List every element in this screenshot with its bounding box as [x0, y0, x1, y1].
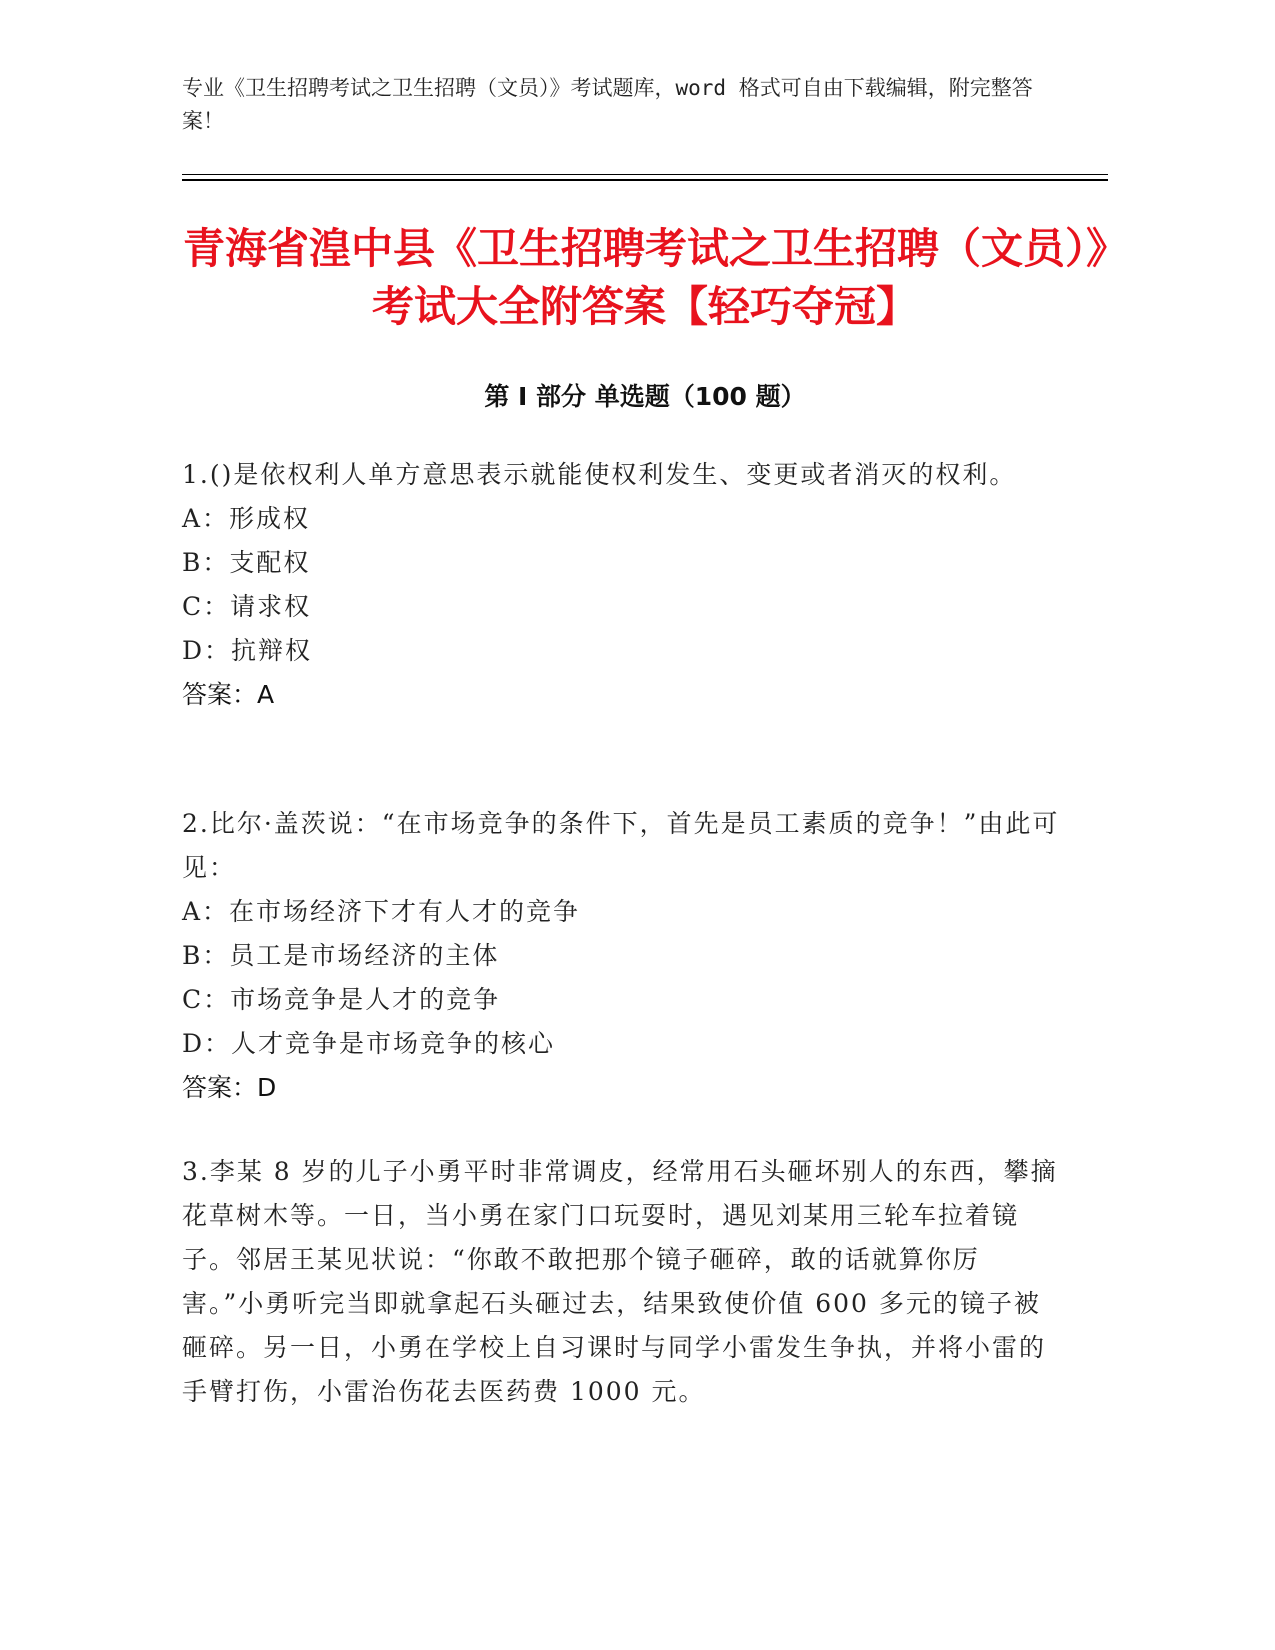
header-divider-thin [182, 174, 1108, 175]
header-divider-thick [182, 179, 1108, 181]
header-note: 专业《卫生招聘考试之卫生招聘（文员）》考试题库，word 格式可自由下载编辑，附完整答案！ [182, 76, 1033, 133]
option-d: D：人才竞争是市场竞争的核心 [182, 1029, 556, 1058]
question-1 [182, 453, 1062, 717]
option-b: B：支配权 [182, 548, 311, 577]
option-d: D：抗辩权 [182, 636, 313, 665]
answer-line: 答案：D [182, 1073, 277, 1102]
answer-line: 答案：A [182, 680, 275, 709]
question-stem: 2.比尔·盖茨说：“在市场竞争的条件下，首先是员工素质的竞争！”由此可见： [182, 809, 1060, 882]
option-c: C：市场竞争是人才的竞争 [182, 985, 501, 1014]
document-title: 青海省湟中县《卫生招聘考试之卫生招聘（文员）》考试大全附答案【轻巧夺冠】 [182, 224, 1107, 331]
question-stem: 3.李某 8 岁的儿子小勇平时非常调皮，经常用石头砸坏别人的东西，攀摘花草树木等。一日，当小勇在家门口玩耍时，遇见刘某用三轮车拉着镜子。邻居王某见状说：“你敢不敢把那个镜子砸碎，敢的话就算你厉害。”小勇听完当即就拿起石头砸过去，结果致使价值 600 多元的镜子被砸碎。另一日，小勇在学校上自习课时与同学小雷发生争执，并将小雷的手臂打伤，小雷治伤花去医药费 1000 元。 [182, 1157, 1058, 1406]
section-title: 第 I 部分 单选题（100 题） [484, 382, 806, 411]
question-stem: 1.()是依权利人单方意思表示就能使权利发生、变更或者消灭的权利。 [182, 460, 1017, 489]
option-b: B：员工是市场经济的主体 [182, 941, 500, 970]
question-3 [182, 1150, 1062, 1414]
question-2 [182, 802, 1062, 1110]
option-a: A：在市场经济下才有人才的竞争 [182, 897, 581, 926]
option-c: C：请求权 [182, 592, 312, 621]
option-a: A：形成权 [182, 504, 311, 533]
